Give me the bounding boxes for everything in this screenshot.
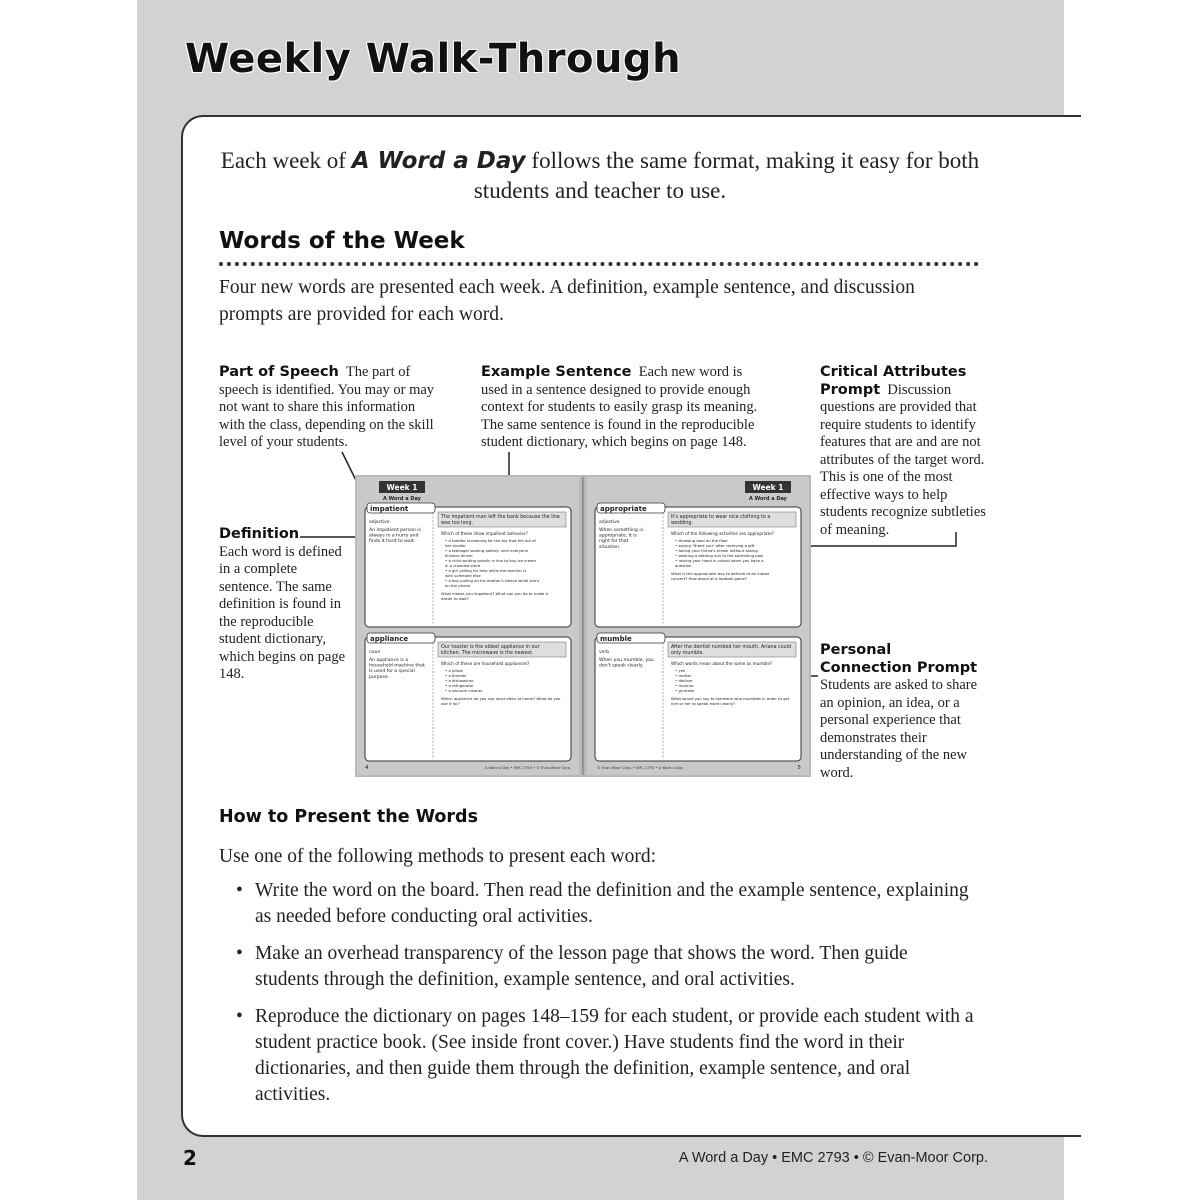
callout-text: Each word is defined in a complete sentence. The same definition is found in the reproducible student dictionary, which begins on page 148.	[219, 543, 346, 682]
card-definition-line: right for that	[599, 539, 629, 545]
card-part-of-speech: adjective	[369, 520, 390, 525]
card-definition-line: is used for a special	[369, 669, 415, 675]
card-definition-line: appropriate, it is	[599, 533, 637, 539]
callout-text: Discussion questions are provided that require students to identify features that are and are not attributes of the target word. This is one of the most effective ways to help students recognize subtleties of meaning.	[820, 381, 986, 538]
card-item: • a refrigerator	[445, 683, 474, 688]
callout-text: Students are asked to share an opinion, an idea, or a personal experience that demonstrates their understanding of the new word.	[820, 677, 978, 781]
card-definition-line: When you mumble, you	[599, 658, 654, 663]
card-item: • a pillow	[445, 668, 463, 673]
intro-pre: Each week of	[220, 148, 352, 173]
card-item: • a toddler screaming for the toy that fell out of	[445, 538, 536, 543]
card-item: • raising your hand in school when you have a	[675, 558, 764, 563]
words-of-week-paragraph: Four new words are presented each week. A definition, example sentence, and discussion prompts are provided for each word.	[219, 277, 915, 325]
page-title: Weekly Walk-Through	[185, 36, 682, 82]
card-word: impatient	[370, 505, 409, 513]
card-part-of-speech: verb	[599, 650, 610, 655]
card-item: • declare	[675, 678, 693, 683]
card-prompt: Which of these are household appliances?	[441, 661, 530, 666]
card-item: with someone else	[445, 573, 481, 578]
callout-title: Definition	[219, 526, 300, 542]
card-sentence-line: was too long.	[441, 521, 474, 526]
callout-text: Each new word is used in a sentence designed to provide enough context for students to easily grasp its meaning. The same sentence is found in the reproducible student dictionary, which begins on page 148.	[481, 364, 758, 450]
card-definition-line: An appliance is a	[369, 658, 409, 663]
card-definition-line: An impatient person is	[369, 528, 421, 533]
card-item: • mutter	[675, 673, 692, 678]
word-card-appliance	[365, 633, 571, 761]
card-sentence-line: After the dentist numbed her mouth, Ariana could	[671, 645, 792, 650]
card-word: appliance	[370, 635, 409, 643]
card-item: • a child waiting quietly in line to buy ice cream	[445, 558, 537, 563]
card-question-line: Which appliance do you use most often at home? What do you	[441, 696, 561, 701]
sample-lesson-spread	[355, 475, 811, 777]
card-item: • saying "thank you" after receiving a gift	[675, 543, 755, 548]
card-question-line: What makes you impatient? What can you do to make it	[441, 591, 548, 596]
method-item: • Reproduce the dictionary on pages 148–159 for each student, or provide each student with a student practice book. (See inside front cover.) Have students find the word in their dictionaries, and then guide them through the definition, example sentence, and oral activities.	[236, 1004, 976, 1108]
card-item: • taking your friend's eraser without asking	[675, 548, 758, 553]
card-item: in a crowded store	[445, 563, 481, 568]
card-definition-line: finds it hard to wait.	[369, 539, 416, 545]
card-definition-line: household machine that	[369, 663, 425, 669]
card-item: • murmur	[675, 683, 694, 688]
book-label-right: A Word a Day	[749, 496, 787, 502]
card-part-of-speech: noun	[369, 650, 381, 655]
method-item: • Write the word on the board. Then read the definition and the example sentence, explaining as needed before conducting oral activities.	[236, 878, 976, 930]
card-part-of-speech: adjective	[599, 520, 620, 525]
right-page-number: 5	[797, 765, 801, 771]
page-footer: A Word a Day • EMC 2793 • © Evan-Moor Corp.	[678, 1150, 988, 1166]
card-definition-line: situation.	[599, 544, 621, 550]
card-item: • a dishwasher	[445, 678, 474, 683]
card-definition-line: don't speak clearly.	[599, 663, 644, 669]
callout-title: Example Sentence	[481, 364, 632, 380]
card-item: • wearing a bathing suit to the swimming pool	[675, 553, 764, 558]
callout-title: Critical Attributes Prompt	[820, 364, 967, 398]
card-sentence-line: The impatient man left the bank because the line	[441, 515, 560, 520]
left-page-footer: A Word a Day • EMC 2793 • © Evan-Moor Corp.	[484, 766, 571, 770]
word-card-impatient	[365, 503, 571, 627]
left-page-number: 4	[365, 765, 369, 771]
card-definition-line: When something is	[599, 528, 644, 533]
card-definition-line: purpose.	[369, 674, 390, 680]
words-of-week-heading: Words of the Week	[219, 228, 465, 254]
card-item: her stroller	[445, 543, 466, 548]
card-word: appropriate	[600, 505, 647, 513]
how-to-present-heading: How to Present the Words	[219, 807, 478, 827]
book-label-left: A Word a Day	[383, 496, 421, 502]
card-item: • a teenager waiting politely until everyone	[445, 548, 529, 553]
intro-post: follows the same format, making it easy for both students and teacher to use.	[473, 148, 980, 203]
card-question-line: use it for?	[441, 701, 460, 706]
card-item: finishes dinner	[445, 553, 473, 558]
card-sentence-line: Our toaster is the oldest appliance in our	[441, 645, 540, 650]
card-word: mumble	[600, 635, 632, 643]
card-prompt: Which words mean about the same as mumble?	[671, 661, 773, 666]
card-item: • a girl yelling for help while the teacher is	[445, 568, 527, 573]
callout-title: Part of Speech	[219, 364, 339, 380]
card-sentence-line: only mumble.	[671, 651, 704, 656]
week-label-left: Week 1	[386, 483, 418, 492]
card-item: • yell	[675, 668, 686, 673]
card-item: • a boy pulling on his mother's sleeve while she's	[445, 578, 540, 583]
card-prompt: Which of the following activities are appropriate?	[671, 531, 774, 536]
word-card-mumble	[595, 633, 801, 761]
card-definition-line: always in a hurry and	[369, 533, 419, 539]
intro-brand: A Word a Day	[351, 148, 526, 174]
card-sentence-line: wedding.	[671, 521, 693, 526]
word-card-appropriate	[595, 503, 801, 627]
card-item: • a blender	[445, 673, 467, 678]
how-to-present-intro: Use one of the following methods to present each word:	[219, 846, 657, 867]
method-item: • Make an overhead transparency of the lesson page that shows the word. Then guide students through the definition, example sentence, and oral activities.	[236, 941, 976, 993]
page-number: 2	[183, 1146, 197, 1170]
card-question-line: easier to wait?	[441, 596, 469, 601]
card-question-line: What would you say to someone who mumbles in order to get	[671, 696, 790, 701]
card-item: question	[675, 563, 692, 568]
week-label-right: Week 1	[752, 483, 784, 492]
card-item: • throwing food on the floor	[675, 538, 728, 543]
card-sentence-line: kitchen. The microwave is the newest.	[441, 651, 534, 656]
card-item: • a vacuum cleaner	[445, 688, 483, 693]
card-question-line: What is the appropriate way to behave at an indoor	[671, 571, 770, 576]
right-page-footer: © Evan-Moor Corp. • EMC 2793 • A Word a Day	[597, 766, 684, 770]
card-prompt: Which of these show impatient behavior?	[441, 531, 528, 536]
method-list	[236, 878, 976, 1119]
card-question-line: concert? How about at a football game?	[671, 576, 748, 581]
card-item: on the phone	[445, 583, 471, 588]
card-item: • grumble	[675, 688, 695, 693]
card-sentence-line: It's appropriate to wear nice clothing to a	[671, 515, 771, 520]
callout-text: The part of speech is identified. You may or may not want to share this information with the class, depending on the skill level of your students.	[219, 364, 435, 450]
callout-title: Personal Connection Prompt	[820, 642, 978, 676]
card-question-line: him or her to speak more clearly?	[671, 701, 736, 706]
